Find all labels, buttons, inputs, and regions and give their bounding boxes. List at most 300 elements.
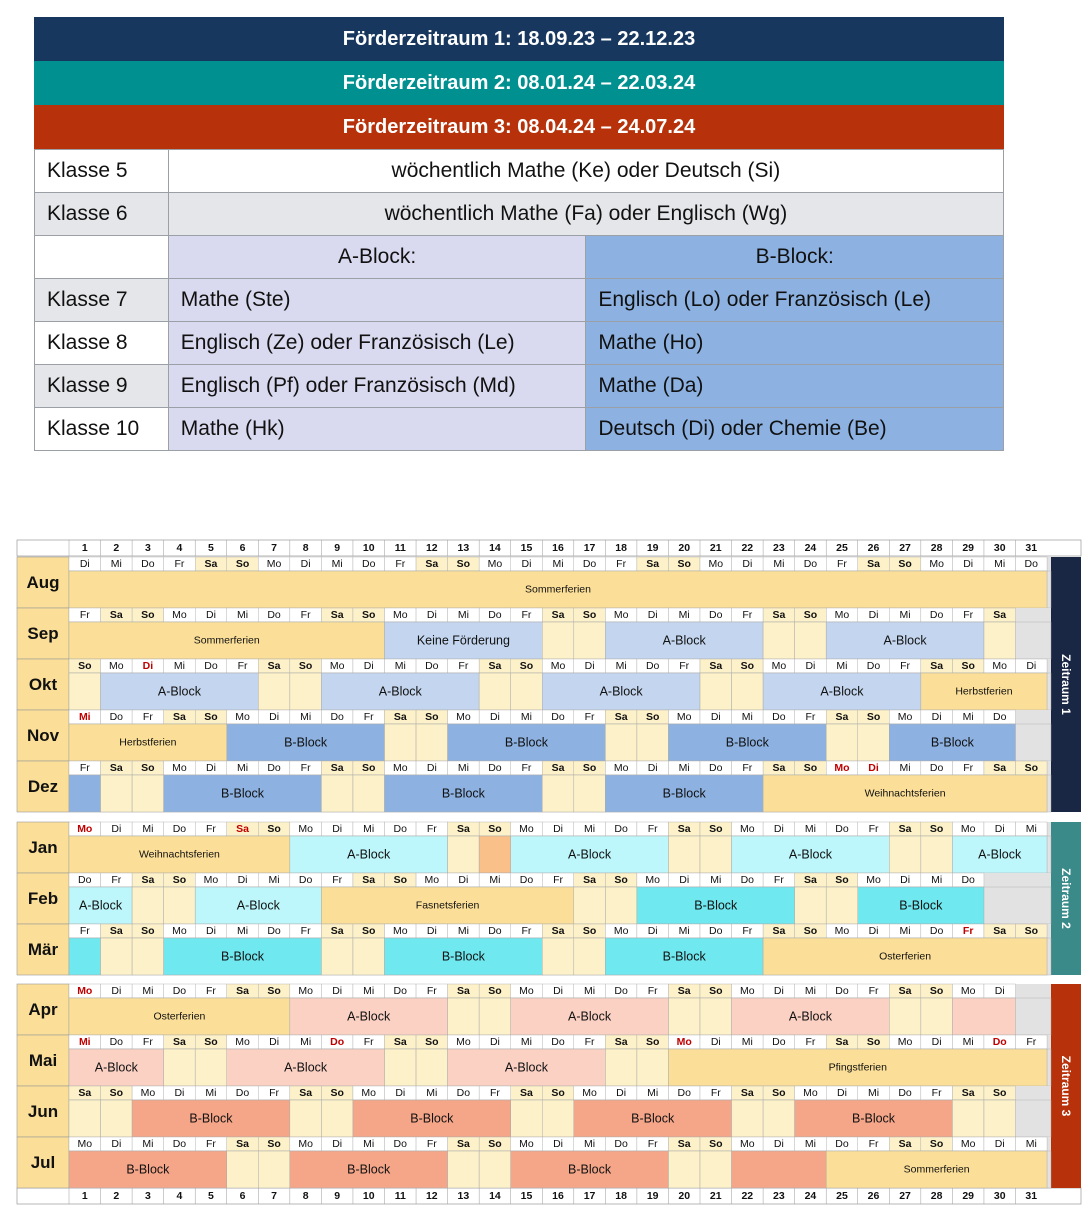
period-blank bbox=[69, 673, 101, 710]
day-header-number: 4 bbox=[176, 542, 183, 554]
weekday-label: Sa bbox=[993, 762, 1007, 774]
weekday-label: Mi bbox=[394, 660, 406, 672]
weekday-label: Mo bbox=[960, 1138, 976, 1150]
day-footer-number: 15 bbox=[520, 1190, 533, 1202]
weekday-label: Fr bbox=[647, 985, 658, 997]
period-label: A-Block bbox=[978, 847, 1022, 862]
weekday-label: So bbox=[172, 874, 187, 886]
class-offer: wöchentlich Mathe (Fa) oder Englisch (Wg) bbox=[168, 193, 1003, 236]
section-label: Zeitraum 2 bbox=[1059, 868, 1073, 929]
weekday-label: Mi bbox=[710, 874, 722, 886]
period-blank bbox=[101, 938, 133, 975]
day-footer-number: 19 bbox=[646, 1190, 659, 1202]
weekday-label: So bbox=[204, 1036, 218, 1048]
weekday-label: So bbox=[362, 609, 376, 621]
weekday-label: So bbox=[803, 762, 818, 774]
period-blank bbox=[511, 1100, 543, 1137]
weekday-label: So bbox=[709, 823, 723, 835]
weekday-label: Fr bbox=[142, 1036, 153, 1048]
day-header-number: 8 bbox=[302, 542, 309, 554]
weekday-label: Mi bbox=[426, 1087, 438, 1099]
weekday-label: Di bbox=[553, 985, 563, 997]
weekday-label: Mo bbox=[392, 762, 408, 774]
weekday-label: Sa bbox=[993, 609, 1007, 621]
weekday-label: Fr bbox=[584, 711, 595, 723]
weekday-label: So bbox=[141, 609, 155, 621]
weekday-label: So bbox=[267, 823, 281, 835]
weekday-label: Mi bbox=[584, 823, 596, 835]
day-header-number: 14 bbox=[489, 542, 501, 554]
period-b2 bbox=[69, 938, 101, 975]
day-header-number: 7 bbox=[271, 542, 277, 554]
weekday-label: Di bbox=[994, 985, 1005, 997]
weekday-label: So bbox=[866, 1036, 881, 1048]
weekday-label: Sa bbox=[173, 1036, 186, 1048]
month-label: Aug bbox=[26, 573, 60, 592]
weekday-label: Di bbox=[931, 1036, 942, 1048]
weekday-label: Mi bbox=[142, 1138, 154, 1150]
day-header-number: 3 bbox=[144, 542, 151, 554]
period-blank bbox=[700, 998, 732, 1035]
weekday-label: Di bbox=[868, 609, 879, 621]
weekday-label: Fr bbox=[868, 985, 879, 997]
weekday-label: Sa bbox=[551, 925, 565, 937]
weekday-label: Mo bbox=[298, 823, 313, 835]
period-blank bbox=[795, 887, 827, 924]
day-header-number: 29 bbox=[962, 542, 975, 554]
weekday-label: Mi bbox=[489, 874, 501, 886]
weekday-label: Do bbox=[78, 874, 92, 886]
period-label: A-Block bbox=[347, 847, 391, 862]
month-label: Apr bbox=[28, 1000, 58, 1019]
month-label: Jun bbox=[27, 1102, 59, 1121]
weekday-label: Do bbox=[740, 874, 755, 886]
weekday-label: Di bbox=[773, 823, 784, 835]
day-footer-number: 3 bbox=[144, 1190, 151, 1202]
weekday-label: Sa bbox=[772, 762, 786, 774]
weekday-label: Di bbox=[616, 1087, 627, 1099]
period-label: Sommerferien bbox=[903, 1163, 970, 1176]
period-label: A-Block bbox=[236, 898, 280, 913]
weekday-label: Mi bbox=[1025, 1138, 1037, 1150]
period-special bbox=[479, 836, 511, 873]
weekday-label: Di bbox=[742, 558, 753, 570]
weekday-label: Sa bbox=[961, 1087, 975, 1099]
period-blank bbox=[605, 724, 637, 761]
day-header-number: 30 bbox=[993, 542, 1006, 554]
weekday-label: Do bbox=[235, 1087, 250, 1099]
weekday-label: So bbox=[78, 660, 92, 672]
period-blank bbox=[921, 998, 953, 1035]
weekday-label: Mo bbox=[803, 1087, 818, 1099]
weekday-label: Do bbox=[582, 558, 597, 570]
weekday-label: Do bbox=[267, 925, 281, 937]
day-footer-number: 2 bbox=[113, 1190, 120, 1202]
weekday-label: Mi bbox=[300, 1036, 312, 1048]
weekday-label: Mo bbox=[172, 609, 187, 621]
weekday-label: Di bbox=[773, 985, 784, 997]
weekday-label: Di bbox=[111, 985, 122, 997]
period-blank bbox=[732, 1100, 764, 1137]
weekday-label: Do bbox=[488, 925, 502, 937]
weekday-label: Fr bbox=[363, 711, 374, 723]
weekday-label: Sa bbox=[930, 660, 944, 672]
period-blank bbox=[385, 724, 417, 761]
weekday-label: Mi bbox=[457, 925, 469, 937]
month-label: Feb bbox=[27, 889, 59, 908]
day-header-number: 6 bbox=[239, 542, 246, 554]
weekday-label: Mo bbox=[298, 985, 313, 997]
weekday-label: Fr bbox=[742, 925, 753, 937]
day-footer-number: 29 bbox=[962, 1190, 975, 1202]
weekday-label: So bbox=[456, 558, 471, 570]
weekday-label: Do bbox=[772, 711, 786, 723]
weekday-label: Mo bbox=[929, 558, 944, 570]
weekday-label: So bbox=[740, 660, 755, 672]
weekday-label: Mi bbox=[236, 762, 249, 774]
weekday-label: Mo bbox=[550, 660, 566, 672]
weekday-label: Sa bbox=[614, 711, 628, 723]
weekday-label: Fr bbox=[300, 762, 311, 774]
weekday-label: Mi bbox=[142, 985, 154, 997]
period-label: A-Block bbox=[788, 1009, 832, 1024]
a-block-offer: Mathe (Ste) bbox=[168, 279, 586, 322]
weekday-label: Di bbox=[426, 925, 437, 937]
weekday-label: Di bbox=[553, 1138, 563, 1150]
weekday-label: Fr bbox=[395, 558, 406, 570]
class-label: Klasse 7 bbox=[35, 279, 169, 322]
weekday-label: Do bbox=[993, 711, 1007, 723]
period-label: B-Block bbox=[189, 1111, 233, 1126]
weekday-label: Sa bbox=[677, 823, 691, 835]
weekday-label: Do bbox=[298, 874, 313, 886]
weekday-label: Di bbox=[111, 823, 122, 835]
day-footer-number: 10 bbox=[362, 1190, 375, 1202]
period-blank bbox=[448, 1151, 480, 1188]
weekday-label: Fr bbox=[647, 823, 658, 835]
weekday-label: Di bbox=[963, 558, 974, 570]
weekday-label: Di bbox=[1026, 660, 1037, 672]
weekday-label: Mo bbox=[77, 1138, 93, 1150]
month-label: Dez bbox=[27, 777, 59, 796]
weekday-label: Fr bbox=[868, 1138, 879, 1150]
weekday-label: Sa bbox=[236, 985, 249, 997]
weekday-label: Fr bbox=[489, 1087, 500, 1099]
weekday-label: Mo bbox=[834, 762, 850, 774]
weekday-label: Do bbox=[109, 711, 124, 723]
weekday-label: Fr bbox=[962, 925, 974, 937]
weekday-label: Sa bbox=[330, 762, 344, 774]
weekday-label: Di bbox=[332, 985, 343, 997]
weekday-label: Do bbox=[614, 985, 628, 997]
weekday-label: Di bbox=[142, 660, 154, 672]
weekday-label: Di bbox=[174, 1087, 185, 1099]
weekday-label: So bbox=[835, 874, 849, 886]
weekday-label: Fr bbox=[300, 925, 311, 937]
day-header-number: 28 bbox=[930, 542, 943, 554]
period-blank bbox=[479, 1151, 511, 1188]
weekday-label: Di bbox=[363, 660, 374, 672]
period-blank bbox=[889, 836, 921, 873]
day-footer-number: 14 bbox=[489, 1190, 501, 1202]
weekday-label: Fr bbox=[805, 711, 816, 723]
weekday-label: Sa bbox=[456, 823, 470, 835]
weekday-label: Fr bbox=[300, 609, 311, 621]
period-label: B-Block bbox=[568, 1162, 612, 1177]
day-header-number: 10 bbox=[362, 542, 375, 554]
weekday-label: Mi bbox=[363, 1138, 375, 1150]
period-label: Weihnachtsferien bbox=[138, 848, 220, 861]
weekday-label: Do bbox=[929, 609, 944, 621]
weekday-label: So bbox=[582, 925, 597, 937]
weekday-label: Mi bbox=[268, 874, 280, 886]
weekday-label: Fr bbox=[206, 985, 216, 997]
weekday-label: Do bbox=[992, 1036, 1007, 1048]
weekday-label: Di bbox=[489, 711, 500, 723]
weekday-label: Mi bbox=[962, 1036, 974, 1048]
class-offer: wöchentlich Mathe (Ke) oder Deutsch (Si) bbox=[168, 150, 1003, 193]
weekday-label: Mo bbox=[613, 762, 629, 774]
period-2-band: Förderzeitraum 2: 08.01.24 – 22.03.24 bbox=[34, 61, 1004, 105]
weekday-label: Mi bbox=[615, 660, 627, 672]
weekday-label: Mi bbox=[994, 558, 1006, 570]
weekday-label: So bbox=[582, 609, 597, 621]
weekday-label: So bbox=[267, 1138, 281, 1150]
weekday-label: Mo bbox=[708, 558, 724, 570]
weekday-label: Mo bbox=[329, 660, 345, 672]
weekday-label: Mo bbox=[613, 925, 629, 937]
class-label: Klasse 9 bbox=[35, 365, 169, 408]
weekday-label: Mo bbox=[519, 985, 534, 997]
period-blank bbox=[542, 938, 574, 975]
weekday-label: Fr bbox=[773, 874, 784, 886]
period-blank bbox=[984, 622, 1016, 659]
weekday-label: Mo bbox=[77, 985, 93, 997]
weekday-label: So bbox=[803, 609, 818, 621]
weekday-label: Mi bbox=[804, 823, 816, 835]
weekday-label: Mo bbox=[740, 823, 755, 835]
weekday-label: Fr bbox=[426, 985, 437, 997]
weekday-label: So bbox=[235, 558, 250, 570]
weekday-label: So bbox=[709, 1138, 723, 1150]
day-header-number: 11 bbox=[394, 542, 406, 554]
weekday-label: Do bbox=[456, 1087, 471, 1099]
weekday-label: Fr bbox=[79, 925, 90, 937]
weekday-label: Mi bbox=[1025, 823, 1037, 835]
weekday-label: Do bbox=[803, 558, 818, 570]
weekday-label: Mo bbox=[676, 1036, 692, 1048]
period-b1 bbox=[69, 775, 101, 812]
weekday-label: So bbox=[109, 1087, 124, 1099]
period-blank bbox=[858, 724, 890, 761]
period-blank bbox=[132, 775, 164, 812]
weekday-label: So bbox=[582, 762, 597, 774]
period-label: Pfingstferien bbox=[828, 1061, 887, 1074]
weekday-label: Sa bbox=[772, 609, 786, 621]
month-label: Sep bbox=[27, 624, 59, 643]
weekday-label: Do bbox=[551, 1036, 565, 1048]
weekday-label: Do bbox=[267, 609, 281, 621]
weekday-label: Fr bbox=[837, 558, 847, 570]
day-footer-number: 5 bbox=[208, 1190, 214, 1202]
weekday-label: Di bbox=[332, 1138, 343, 1150]
b-block-offer: Mathe (Da) bbox=[586, 365, 1004, 408]
period-label: A-Block bbox=[820, 684, 864, 699]
weekday-label: Mo bbox=[676, 711, 692, 723]
weekday-label: Fr bbox=[206, 823, 216, 835]
weekday-label: Mi bbox=[236, 609, 249, 621]
period-blank bbox=[542, 1100, 574, 1137]
weekday-label: Do bbox=[172, 1138, 187, 1150]
month-label: Mai bbox=[28, 1051, 58, 1070]
month-label: Mär bbox=[27, 940, 59, 959]
period-blank bbox=[479, 998, 511, 1035]
period-blank bbox=[700, 836, 732, 873]
period-blank bbox=[101, 775, 133, 812]
day-footer-number: 18 bbox=[615, 1190, 627, 1202]
weekday-label: Mo bbox=[172, 762, 187, 774]
weekday-label: Sa bbox=[393, 711, 407, 723]
weekday-label: Di bbox=[332, 823, 343, 835]
weekday-label: Di bbox=[489, 1036, 500, 1048]
period-b3 bbox=[732, 1151, 827, 1188]
period-label: B-Block bbox=[410, 1111, 454, 1126]
weekday-label: Di bbox=[994, 823, 1005, 835]
day-footer-number: 28 bbox=[930, 1190, 943, 1202]
period-label: B-Block bbox=[631, 1111, 675, 1126]
weekday-label: So bbox=[709, 985, 723, 997]
weekday-label: Di bbox=[773, 1138, 784, 1150]
period-blank bbox=[921, 836, 953, 873]
weekday-label: So bbox=[645, 1036, 660, 1048]
period-blank bbox=[732, 673, 764, 710]
weekday-label: Sa bbox=[551, 609, 565, 621]
day-footer-number: 1 bbox=[81, 1190, 88, 1202]
weekday-label: So bbox=[1024, 925, 1038, 937]
period-label: A-Block bbox=[599, 684, 643, 699]
period-blank bbox=[258, 673, 290, 710]
weekday-label: Sa bbox=[362, 874, 376, 886]
weekday-label: Di bbox=[237, 874, 248, 886]
weekday-label: Mo bbox=[392, 925, 408, 937]
period-label: A-Block bbox=[157, 684, 201, 699]
weekday-label: Sa bbox=[677, 985, 691, 997]
weekday-label: So bbox=[393, 874, 407, 886]
weekday-label: Do bbox=[330, 711, 344, 723]
weekday-label: So bbox=[961, 660, 975, 672]
weekday-label: Sa bbox=[520, 1087, 533, 1099]
period-blank bbox=[637, 1049, 669, 1086]
period-1-band: Förderzeitraum 1: 18.09.23 – 22.12.23 bbox=[34, 17, 1004, 61]
weekday-label: Mo bbox=[740, 985, 755, 997]
weekday-label: Fr bbox=[710, 1087, 721, 1099]
day-header-number: 15 bbox=[520, 542, 533, 554]
weekday-label: Fr bbox=[805, 1036, 816, 1048]
period-blank bbox=[763, 622, 795, 659]
weekday-label: Mi bbox=[678, 925, 690, 937]
weekday-label: Di bbox=[206, 762, 216, 774]
weekday-label: Fr bbox=[1026, 1036, 1037, 1048]
weekday-label: Do bbox=[141, 558, 155, 570]
day-header-number: 23 bbox=[773, 542, 785, 554]
period-blank bbox=[290, 673, 322, 710]
period-blank bbox=[164, 1049, 196, 1086]
weekday-label: Mi bbox=[836, 660, 848, 672]
weekday-label: Di bbox=[584, 660, 595, 672]
weekday-label: Di bbox=[710, 711, 721, 723]
weekday-label: Sa bbox=[456, 985, 470, 997]
weekday-label: Mo bbox=[960, 823, 976, 835]
weekday-label: Do bbox=[929, 762, 944, 774]
weekday-label: Fr bbox=[426, 1138, 437, 1150]
day-footer-number: 12 bbox=[425, 1190, 438, 1202]
day-footer-number: 25 bbox=[836, 1190, 848, 1202]
day-footer-number: 31 bbox=[1025, 1190, 1038, 1202]
weekday-label: Do bbox=[393, 985, 407, 997]
period-label: B-Block bbox=[725, 735, 769, 750]
class-label: Klasse 10 bbox=[35, 408, 169, 451]
weekday-label: Sa bbox=[898, 1138, 912, 1150]
day-footer-number: 6 bbox=[239, 1190, 246, 1202]
weekday-label: Mi bbox=[584, 1138, 596, 1150]
weekday-label: Sa bbox=[330, 925, 344, 937]
period-label: Fasnetsferien bbox=[415, 899, 480, 912]
weekday-label: Mi bbox=[520, 1036, 533, 1048]
weekday-label: Mi bbox=[363, 985, 375, 997]
day-header-number: 18 bbox=[615, 542, 627, 554]
weekday-label: Do bbox=[425, 660, 439, 672]
weekday-label: Mi bbox=[867, 1087, 880, 1099]
class-label: Klasse 5 bbox=[35, 150, 169, 193]
b-block-header: B-Block: bbox=[586, 236, 1004, 279]
period-label: B-Block bbox=[851, 1111, 896, 1126]
period-label: Osterferien bbox=[153, 1010, 206, 1023]
weekday-label: Di bbox=[868, 762, 879, 774]
weekday-label: Sa bbox=[330, 609, 344, 621]
period-a3 bbox=[952, 998, 1015, 1035]
weekday-label: Do bbox=[330, 1036, 345, 1048]
weekday-label: Mo bbox=[235, 1036, 250, 1048]
weekday-label: Mi bbox=[236, 925, 249, 937]
period-blank bbox=[353, 775, 385, 812]
weekday-label: Mo bbox=[897, 711, 913, 723]
weekday-label: Di bbox=[805, 660, 816, 672]
weekday-label: Fr bbox=[174, 558, 185, 570]
weekday-label: Mo bbox=[519, 1138, 534, 1150]
period-blank bbox=[668, 836, 700, 873]
weekday-label: Mi bbox=[678, 762, 690, 774]
month-label: Nov bbox=[26, 726, 60, 745]
period-label: B-Block bbox=[662, 949, 706, 964]
weekday-label: Mo bbox=[456, 711, 471, 723]
weekday-label: Fr bbox=[647, 1138, 658, 1150]
weekday-label: Mi bbox=[331, 558, 343, 570]
weekday-label: Di bbox=[395, 1087, 406, 1099]
weekday-label: Di bbox=[900, 874, 911, 886]
weekday-label: Fr bbox=[521, 609, 532, 621]
weekday-label: Do bbox=[709, 609, 723, 621]
weekday-label: Do bbox=[614, 823, 628, 835]
weekday-label: Mi bbox=[741, 711, 753, 723]
period-label: Herbstferien bbox=[119, 736, 177, 749]
class-label: Klasse 8 bbox=[35, 322, 169, 365]
weekday-label: Mi bbox=[457, 609, 469, 621]
period-label: B-Block bbox=[662, 786, 706, 801]
weekday-label: Mo bbox=[519, 823, 534, 835]
period-3-band: Förderzeitraum 3: 08.04.24 – 24.07.24 bbox=[34, 105, 1004, 149]
period-blank bbox=[763, 1100, 795, 1137]
period-blank bbox=[637, 724, 669, 761]
